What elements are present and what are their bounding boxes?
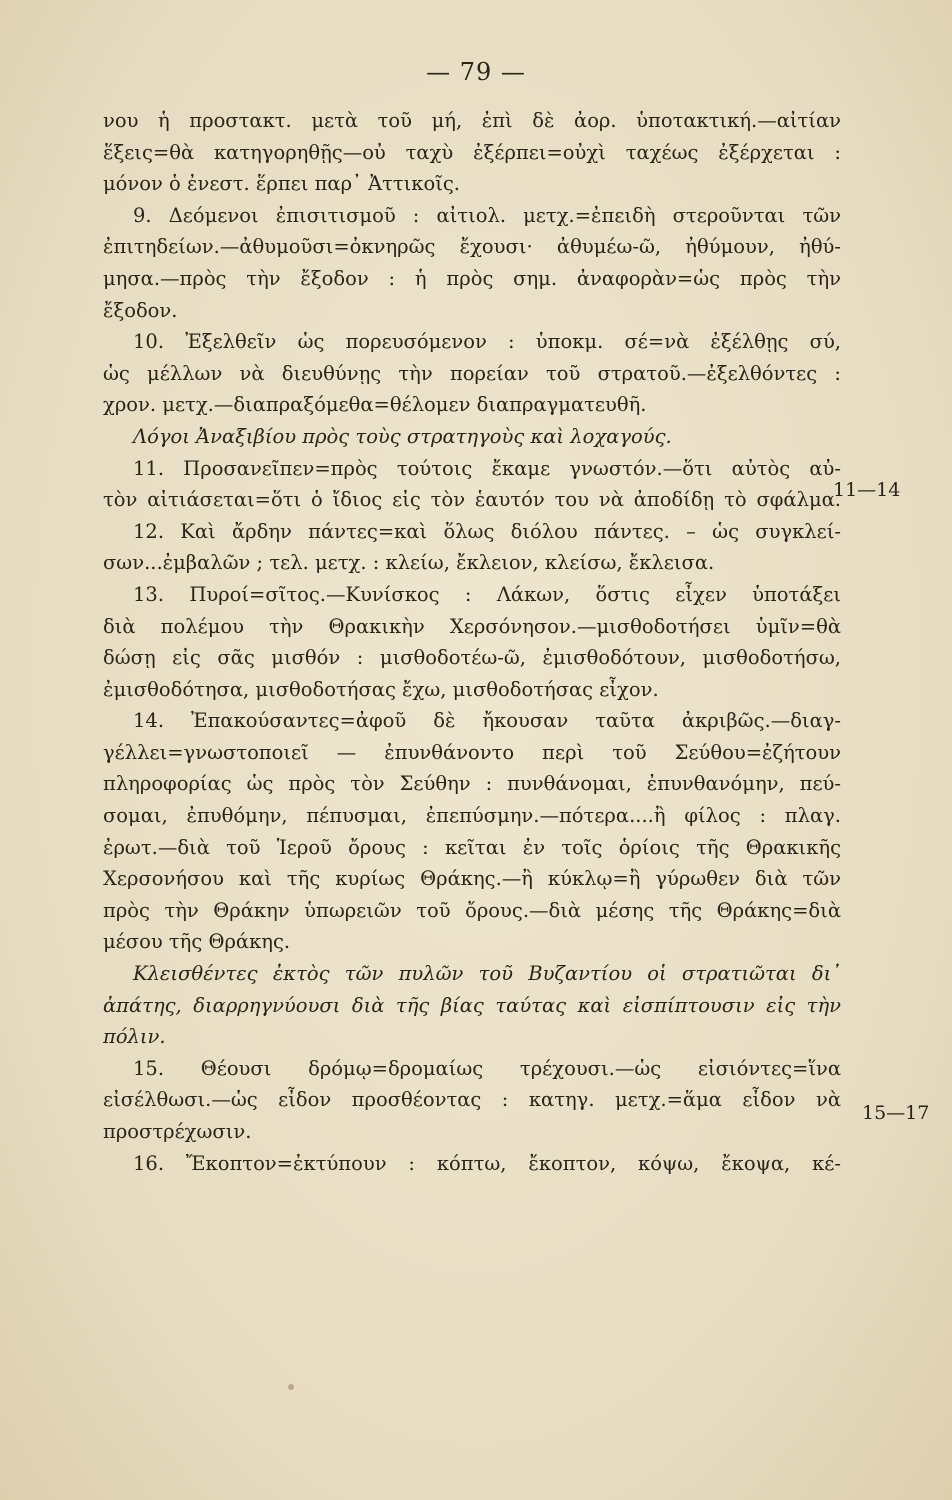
page-number: — 79 — <box>426 58 526 86</box>
text-line: σομαι, ἐπυθόμην, πέπυσμαι, ἐπεπύσμην.—πότερα....ἢ φίλος : πλαγ. <box>103 804 841 828</box>
text-line: πρὸς τὴν Θράκην ὑπωρειῶν τοῦ ὄρους.—διὰ μέσης τῆς Θράκης=διὰ <box>103 898 841 922</box>
text-line: ἐμισθοδότησα, μισθοδοτήσας ἔχω, μισθοδοτήσας εἶχον. <box>103 677 659 701</box>
text-line: νου ἡ προστακτ. μετὰ τοῦ μή, ἐπὶ δὲ ἀορ. ὑποτακτική.—αἰτίαν <box>103 109 841 132</box>
section-heading: Λόγοι Ἀναξιβίου πρὸς τοὺς στρατηγοὺς καὶ λοχαγούς. <box>133 424 672 448</box>
paper-speck <box>288 1384 294 1390</box>
text-line: ἐπιτηδείων.—ἀθυμοῦσι=ὀκνηρῶς ἔχουσι· ἀθυμέω-ῶ, ἠθύμουν, ἠθύ- <box>103 235 841 259</box>
body-text <box>103 105 841 1179</box>
text-line: διὰ πολέμου τὴν Θρακικὴν Χερσόνησον.—μισθοδοτήσει ὑμῖν=θὰ <box>103 614 841 638</box>
text-line: ἐρωτ.—διὰ τοῦ Ἱεροῦ ὄρους : κεῖται ἐν τοῖς ὁρίοις τῆς Θρακικῆς <box>103 835 841 859</box>
text-line: 9. Δεόμενοι ἐπισιτισμοῦ : αἰτιολ. μετχ.=ἐπειδὴ στεροῦνται τῶν <box>133 203 841 227</box>
text-line: μόνον ὁ ἐνεστ. ἕρπει παρ᾽ Ἀττικοῖς. <box>103 172 460 196</box>
text-line: 11. Προσανεῖπεν=πρὸς τούτοις ἔκαμε γνωστόν.—ὅτι αὐτὸς αὐ- <box>133 456 841 480</box>
text-line: Χερσονήσου καὶ τῆς κυρίως Θράκης.—ἢ κύκλῳ=ἢ γύρωθεν διὰ τῶν <box>103 867 841 891</box>
margin-marker: 11—14 <box>833 479 901 501</box>
text-line: εἰσέλθωσι.—ὡς εἶδον προσθέοντας : κατηγ. μετχ.=ἅμα εἶδον νὰ <box>103 1088 841 1112</box>
text-line: σων...ἐμβαλῶν ; τελ. μετχ. : κλείω, ἔκλειον, κλείσω, ἔκλεισα. <box>103 551 715 575</box>
text-line: ἔξοδον. <box>103 298 178 322</box>
text-line: μησα.—πρὸς τὴν ἔξοδον : ἡ πρὸς σημ. ἀναφορὰν=ὡς πρὸς τὴν <box>103 266 841 290</box>
text-line: πληροφορίας ὡς πρὸς τὸν Σεύθην : πυνθάνομαι, ἐπυνθανόμην, πεύ- <box>103 772 841 796</box>
text-line: χρον. μετχ.—διαπραξόμεθα=θέλομεν διαπραγματευθῆ. <box>103 393 647 417</box>
text-line: ὡς μέλλων νὰ διευθύνῃς τὴν πορείαν τοῦ στρατοῦ.—ἐξελθόντες : <box>103 361 841 385</box>
text-line: 12. Καὶ ἄρδην πάντες=καὶ ὅλως διόλου πάντες. – ὡς συγκλεί- <box>133 519 841 543</box>
margin-marker: 15—17 <box>862 1102 930 1124</box>
section-heading-cont: ἀπάτης, διαρρηγνύουσι διὰ τῆς βίας ταύτας καὶ εἰσπίπτουσιν εἰς τὴν <box>103 993 841 1017</box>
text-line: τὸν αἰτιάσεται=ὅτι ὁ ἴδιος εἰς τὸν ἑαυτόν του νὰ ἀποδίδῃ τὸ σφάλμα. <box>103 488 841 512</box>
text-line: μέσου τῆς Θράκης. <box>103 930 291 954</box>
text-line: 10. Ἐξελθεῖν ὡς πορευσόμενον : ὑποκμ. σέ=νὰ ἐξέλθῃς σύ, <box>133 330 841 354</box>
text-line: 13. Πυροί=σῖτος.—Κυνίσκος : Λάκων, ὅστις εἶχεν ὑποτάξει <box>133 582 841 606</box>
text-line: 15. Θέουσι δρόμῳ=δρομαίως τρέχουσι.—ὡς εἰσιόντες=ἵνα <box>133 1056 841 1080</box>
section-heading: Κλεισθέντες ἐκτὸς τῶν πυλῶν τοῦ Βυζαντίου οἱ στρατιῶται δι᾽ <box>133 962 841 986</box>
section-heading-cont: πόλιν. <box>103 1025 166 1049</box>
text-line: δώσῃ εἰς σᾶς μισθόν : μισθοδοτέω-ῶ, ἐμισθοδότουν, μισθοδοτήσω, <box>103 646 841 670</box>
text-line: προστρέχωσιν. <box>103 1120 252 1143</box>
text-line: 14. Ἐπακούσαντες=ἀφοῦ δὲ ἤκουσαν ταῦτα ἀκριβῶς.—διαγ- <box>133 709 841 733</box>
text-line: 16. Ἔκοπτον=ἐκτύπουν : κόπτω, ἔκοπτον, κόψω, ἔκοψα, κέ- <box>133 1151 841 1175</box>
text-line: ἕξεις=θὰ κατηγορηθῇς—οὐ ταχὺ ἐξέρπει=οὐχὶ ταχέως ἐξέρχεται : <box>103 140 841 164</box>
text-line: γέλλει=γνωστοποιεῖ — ἐπυνθάνοντο περὶ τοῦ Σεύθου=ἐζήτουν <box>103 740 841 764</box>
